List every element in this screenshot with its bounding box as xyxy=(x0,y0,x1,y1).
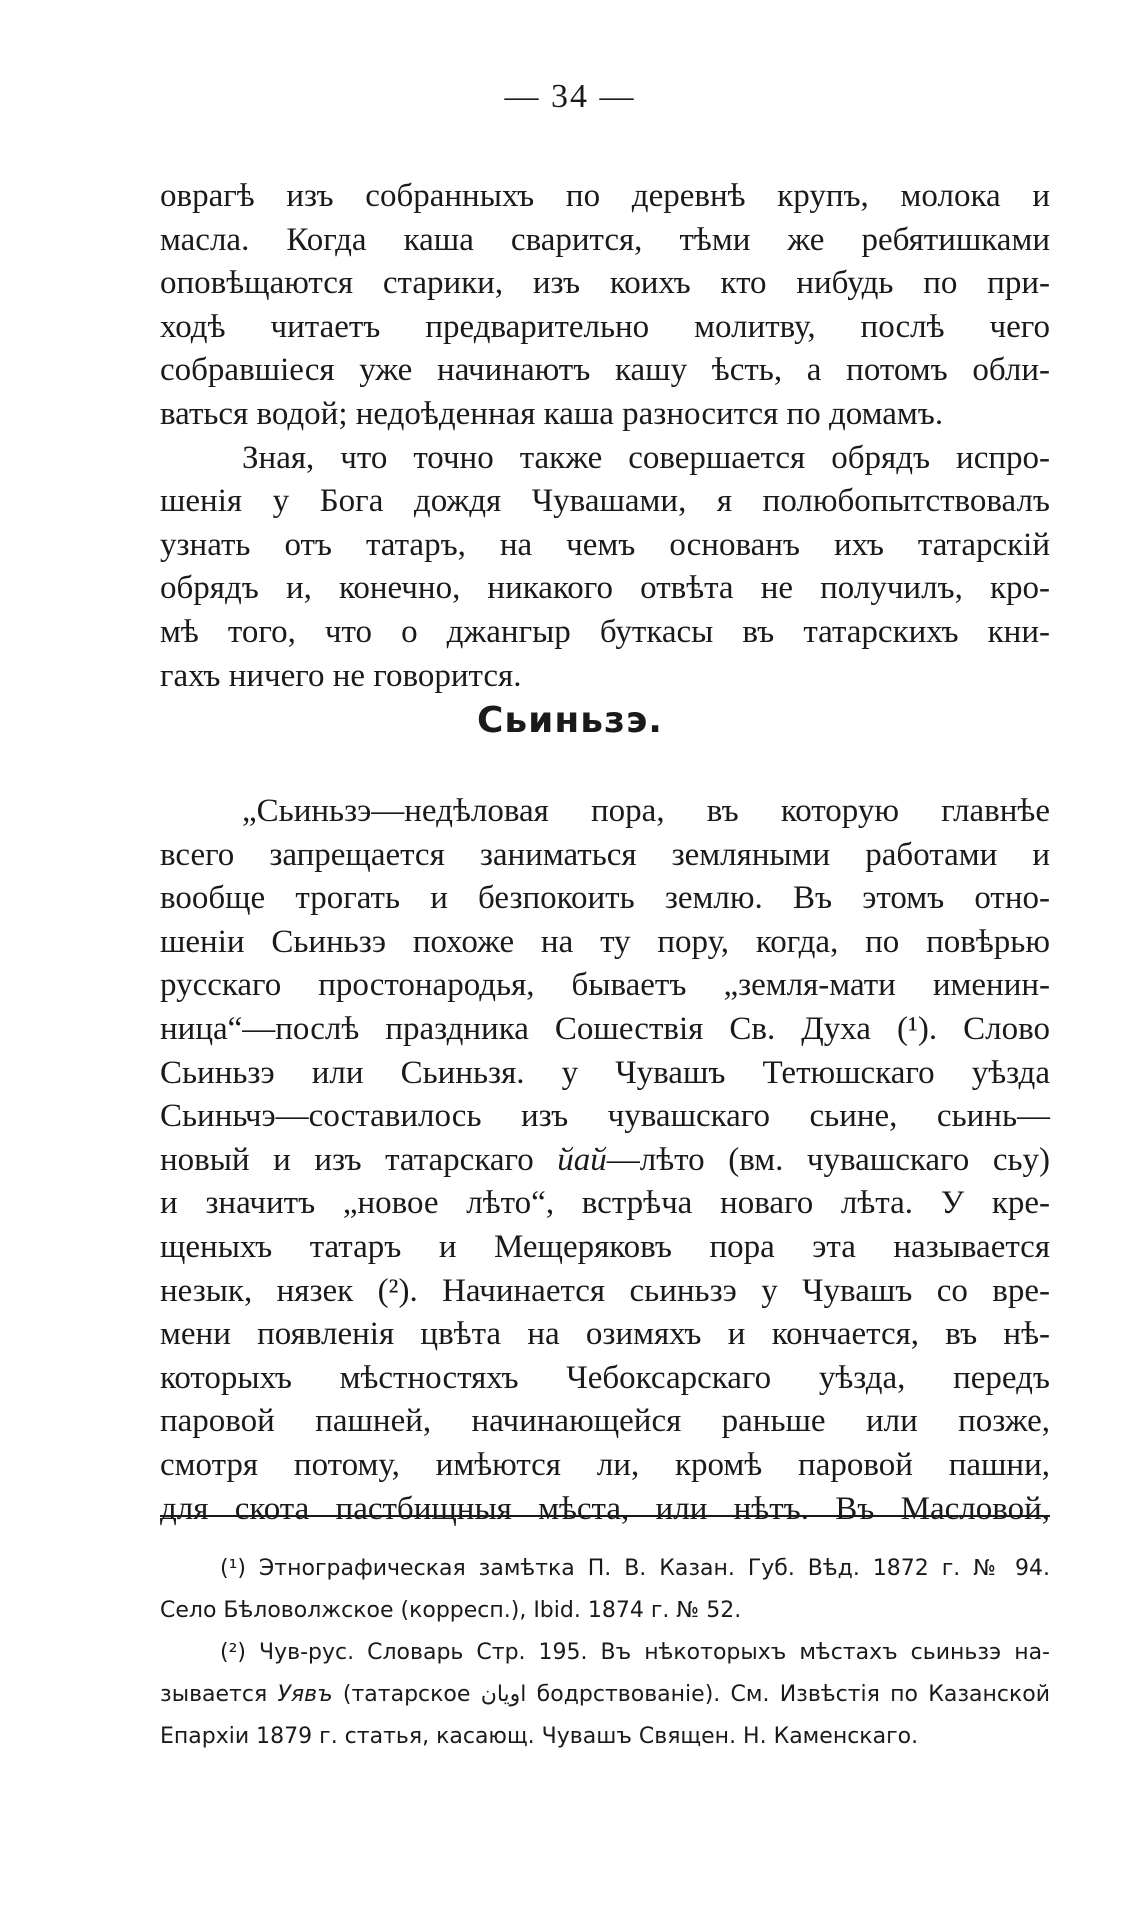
arabic-word: اويان xyxy=(480,1682,527,1707)
text-line: собравшiеся уже начинаютъ кашу ѣсть, а потомъ обли- xyxy=(160,352,1050,389)
footnotes xyxy=(160,1548,1050,1758)
text-line: Зная, что точно также совершается обрядъ испро- xyxy=(242,439,1050,476)
footnote-divider xyxy=(160,1515,1050,1517)
text-line: паровой пашней, начинающейся раньше или позже, xyxy=(160,1403,1050,1440)
text-line: незык, нязек (²). Начинается сьиньзэ у Чувашъ со вре- xyxy=(160,1272,1050,1309)
footnote-line-mixed xyxy=(160,1674,1050,1716)
paragraph-1 xyxy=(160,175,1050,437)
text-line: Сьиньзэ или Сьиньзя. у Чувашъ Тетюшскаго уѣзда xyxy=(160,1054,1050,1091)
section-heading: Сьиньзэ. xyxy=(477,700,663,741)
footnote-line: Село Бѣловолжское (корресп.), Ibid. 1874 г. № 52. xyxy=(160,1598,742,1623)
text-line: всего запрещается заниматься земляными работами и xyxy=(160,836,1050,873)
text-segment: —лѣто (вм. чувашскаго сьу) xyxy=(606,1141,1051,1178)
text-line: ница“—послѣ праздника Сошествiя Св. Духа (¹). Слово xyxy=(160,1010,1050,1047)
paragraph-2 xyxy=(160,437,1050,699)
text-line: гахъ ничего не говорится. xyxy=(160,657,522,694)
italic-word: йай xyxy=(557,1141,607,1178)
text-segment: (татарское xyxy=(342,1682,471,1707)
text-line: для скота пастбищныя мѣста, или нѣтъ. Въ Масловой, xyxy=(160,1490,1050,1527)
text-segment: бодрствованiе). См. Извѣстiя по Казанской xyxy=(536,1682,1051,1707)
text-line: шенiя у Бога дождя Чувашами, я полюбопытствовалъ xyxy=(160,483,1050,520)
text-line: которыхъ мѣстностяхъ Чебоксарскаго уѣзда, передъ xyxy=(160,1359,1050,1396)
footnote-line: (²) Чув-рус. Словарь Стр. 195. Въ нѣкоторыхъ мѣстахъ сьиньзэ на- xyxy=(220,1640,1050,1665)
text-segment: новый и изъ татарскаго xyxy=(160,1141,534,1178)
text-line: русскаго простонародья, бываетъ „земля-мати именин- xyxy=(160,967,1050,1004)
text-line: мени появленiя цвѣта на озимяхъ и кончается, въ нѣ- xyxy=(160,1316,1050,1353)
paragraph-3 xyxy=(160,790,1050,1531)
text-line: щеныхъ татаръ и Мещеряковъ пора эта называется xyxy=(160,1228,1050,1265)
text-line: ваться водой; недоѣденная каша разносится по домамъ. xyxy=(160,395,944,432)
text-line: шенiи Сьиньзэ похоже на ту пору, когда, по повѣрью xyxy=(160,923,1050,960)
footnote-1 xyxy=(160,1548,1050,1632)
text-segment: зывается xyxy=(160,1682,268,1707)
text-line: смотря потому, имѣются ли, кромѣ паровой пашни, xyxy=(160,1446,1050,1483)
text-line-mixed xyxy=(160,1139,1050,1183)
text-line: узнать отъ татаръ, на чемъ основанъ ихъ татарскiй xyxy=(160,526,1050,563)
footnote-line: Епархiи 1879 г. статья, касающ. Чувашъ Священ. Н. Каменскаго. xyxy=(160,1724,919,1749)
italic-word: Уявъ xyxy=(277,1682,333,1707)
text-line: вообще трогать и безпокоить землю. Въ этомъ отно- xyxy=(160,880,1050,917)
footnote-line: (¹) Этнографическая замѣтка П. В. Казан. Губ. Вѣд. 1872 г. № 94. xyxy=(220,1556,1050,1581)
text-line: и значитъ „новое лѣто“, встрѣча новаго лѣта. У кре- xyxy=(160,1185,1050,1222)
text-line: оповѣщаются старики, изъ коихъ кто нибудь по при- xyxy=(160,265,1050,302)
text-line: Сьиньчэ—составилось изъ чувашскаго сьине, сьинь— xyxy=(160,1098,1050,1135)
text-line: оврагѣ изъ собранныхъ по деревнѣ крупъ, молока и xyxy=(160,178,1050,214)
text-line: „Сьиньзэ—недѣловая пора, въ которую главнѣе xyxy=(242,793,1050,829)
footnote-2 xyxy=(160,1632,1050,1758)
text-line: обрядъ и, конечно, никакого отвѣта не получилъ, кро- xyxy=(160,570,1050,607)
text-line: масла. Когда каша сварится, тѣми же ребятишками xyxy=(160,221,1050,258)
page-number: — 34 — xyxy=(504,78,636,115)
body-text-top xyxy=(160,175,1050,698)
text-line: мѣ того, что о джангыр буткасы въ татарскихъ кни- xyxy=(160,613,1050,650)
text-line: ходѣ читаетъ предварительно молитву, послѣ чего xyxy=(160,308,1050,345)
